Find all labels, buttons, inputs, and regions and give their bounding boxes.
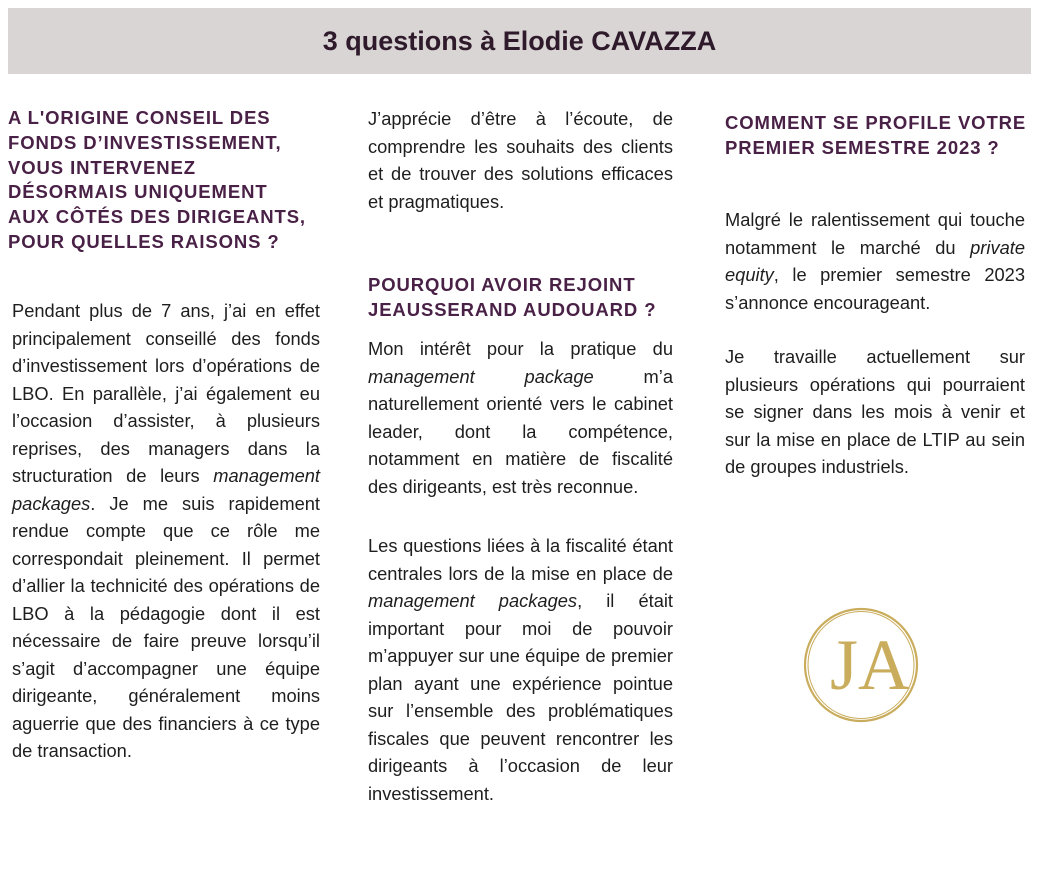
question-2: POURQUOI AVOIR REJOINT JEAUSSERAND AUDOUARD ? (368, 274, 657, 320)
answer-1: Pendant plus de 7 ans, j’ai en effet principalement conseillé des fonds d’investissement lors d’opérations de LBO. En parallèle, j’ai également eu l’occasion d’assister, à plusieurs reprises, des managers dans la structuration de leurs management packages. Je me suis rapidement rendue compte que ce rôle me correspondait pleinement. Il permet d’allier la technicité des opérations de LBO à la pédagogie dont il est nécessaire de faire preuve lorsqu’il s’agit d’accompagner une équipe dirigeante, généralement moins aguerrie que des financiers à ce type de transaction. (12, 300, 320, 761)
question-1: A L'ORIGINE CONSEIL DES FONDS D’INVESTISSEMENT, VOUS INTERVENEZ DÉSORMAIS UNIQUEMENT AUX CÔTÉS DES DIRIGEANTS, POUR QUELLES RAISONS ? (8, 107, 306, 252)
title-banner (8, 8, 1031, 74)
answer-3a: Malgré le ralentissement qui touche notamment le marché du private equity, le premier semestre 2023 s’annonce encourageant. (725, 209, 1025, 313)
intro-paragraph: J’apprécie d’être à l’écoute, de comprendre les souhaits des clients et de trouver des solutions efficaces et pragmatiques. (368, 108, 673, 212)
answer-3b: Je travaille actuellement sur plusieurs opérations qui pourraient se signer dans les mois à venir et sur la mise en place de LTIP au sein de groupes industriels. (725, 346, 1025, 477)
logo-text: JA (830, 625, 911, 705)
answer-2a: Mon intérêt pour la pratique du management package m’a naturellement orienté vers le cabinet leader, dont la compétence, notamment en matière de fiscalité des dirigeants, est très reconnue. (368, 338, 673, 497)
question-3: COMMENT SE PROFILE VOTRE PREMIER SEMESTRE 2023 ? (725, 112, 1027, 158)
ja-monogram-icon (797, 603, 927, 728)
answer-2b: Les questions liées à la fiscalité étant centrales lors de la mise en place de management packages, il était important pour moi de pouvoir m’appuyer sur une équipe de premier plan ayant une expérience pointue sur l’ensemble des problématiques fiscales que peuvent rencontrer les dirigeants à l’occasion de leur investissement. (368, 535, 673, 804)
page-title: 3 questions à Elodie CAVAZZA (322, 25, 717, 56)
